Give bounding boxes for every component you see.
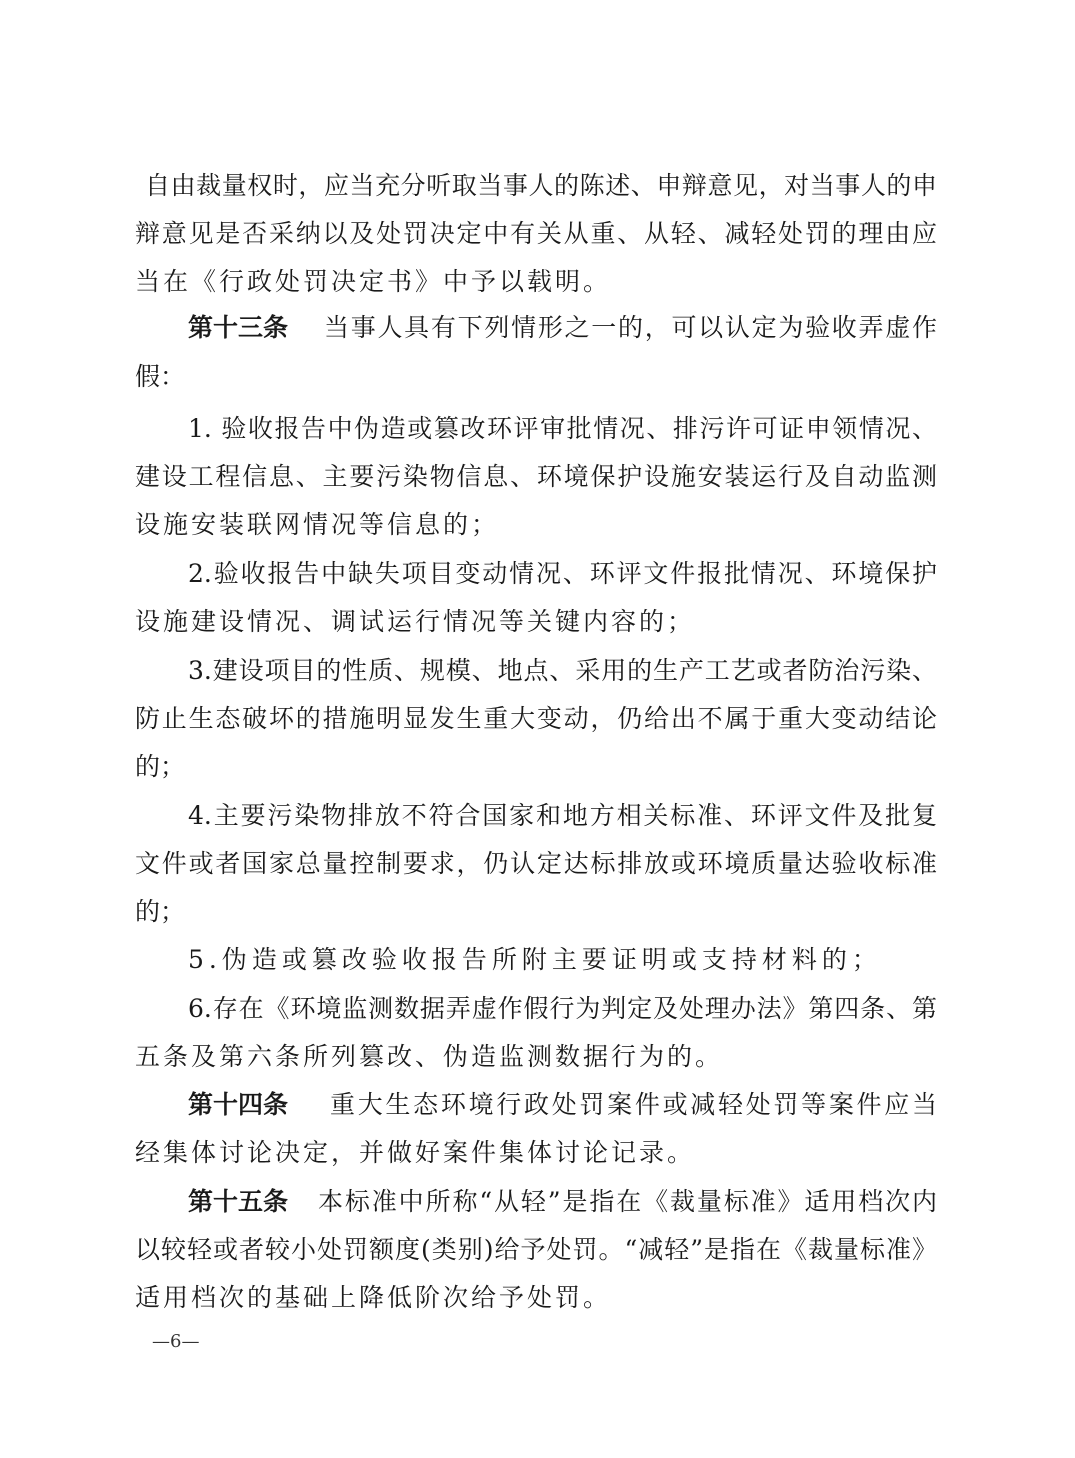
text-line: 2.验收报告中缺失项目变动情况、环评文件报批情况、环境保护	[188, 559, 937, 588]
paragraph-line	[0, 258, 1075, 306]
paragraph-line	[0, 353, 1075, 401]
text-line: 4.主要污染物排放不符合国家和地方相关标准、环评文件及批复	[188, 801, 937, 830]
paragraph-line	[0, 453, 1075, 501]
text-line: 以较轻或者较小处罚额度(类别)给予处罚。“减轻”是指在《裁量标准》	[135, 1235, 937, 1264]
text-line: 文件或者国家总量控制要求，仍认定达标排放或环境质量达验收标准	[135, 849, 937, 878]
list-item-1	[0, 405, 1075, 453]
text-line: 设施建设情况、调试运行情况等关键内容的；	[135, 607, 696, 636]
article-heading: 第十五条	[188, 1187, 289, 1216]
text-line: 设施安装联网情况等信息的；	[135, 510, 500, 539]
text-line: 当事人具有下列情形之一的，可以认定为验收弄虚作	[324, 313, 937, 342]
paragraph-line	[0, 501, 1075, 549]
text-line: 本标准中所称“从轻”是指在《裁量标准》适用档次内	[318, 1187, 937, 1216]
paragraph-line	[0, 888, 1075, 936]
paragraph-line	[0, 743, 1075, 791]
text-line: 6.存在《环境监测数据弄虚作假行为判定及处理办法》第四条、第	[188, 994, 937, 1023]
text-line: 当在《行政处罚决定书》中予以载明。	[135, 267, 612, 296]
text-line: 的；	[135, 752, 186, 781]
list-item-6	[0, 985, 1075, 1033]
text-line: 的；	[135, 897, 186, 926]
paragraph-line	[0, 1226, 1075, 1274]
list-item-5	[0, 936, 1075, 984]
article-15	[0, 1178, 1075, 1226]
text-line: 适用档次的基础上降低阶次给予处罚。	[135, 1283, 612, 1312]
list-item-3	[0, 647, 1075, 695]
paragraph-line	[0, 1274, 1075, 1322]
text-line: 防止生态破坏的措施明显发生重大变动，仍给出不属于重大变动结论	[135, 704, 937, 733]
list-item-2	[0, 550, 1075, 598]
text-line: 假：	[135, 362, 186, 391]
paragraph-line	[0, 162, 1075, 210]
article-heading: 第十四条	[188, 1090, 289, 1119]
text-line: 五条及第六条所列篡改、伪造监测数据行为的。	[135, 1042, 724, 1071]
text-line: 自由裁量权时，应当充分听取当事人的陈述、申辩意见，对当事人的申	[145, 171, 937, 200]
paragraph-line	[0, 1033, 1075, 1081]
text-line: 3.建设项目的性质、规模、地点、采用的生产工艺或者防治污染、	[188, 656, 937, 685]
page-number: —6—	[152, 1331, 200, 1352]
paragraph-line	[0, 598, 1075, 646]
list-item-4	[0, 792, 1075, 840]
text-line: 5.伪造或篡改验收报告所附主要证明或支持材料的；	[188, 945, 882, 974]
text-line: 1. 验收报告中伪造或篡改环评审批情况、排污许可证申领情况、	[188, 414, 937, 443]
text-line: 建设工程信息、主要污染物信息、环境保护设施安装运行及自动监测	[135, 462, 937, 491]
paragraph-line	[0, 1129, 1075, 1177]
article-14	[0, 1081, 1075, 1129]
paragraph-line	[0, 840, 1075, 888]
paragraph-line	[0, 695, 1075, 743]
paragraph-line	[0, 210, 1075, 258]
article-heading: 第十三条	[188, 313, 289, 342]
text-line: 辩意见是否采纳以及处罚决定中有关从重、从轻、减轻处罚的理由应	[135, 219, 937, 248]
text-line: 重大生态环境行政处罚案件或减轻处罚等案件应当	[330, 1090, 937, 1119]
text-line: 经集体讨论决定，并做好案件集体讨论记录。	[135, 1138, 696, 1167]
article-13	[0, 304, 1075, 352]
